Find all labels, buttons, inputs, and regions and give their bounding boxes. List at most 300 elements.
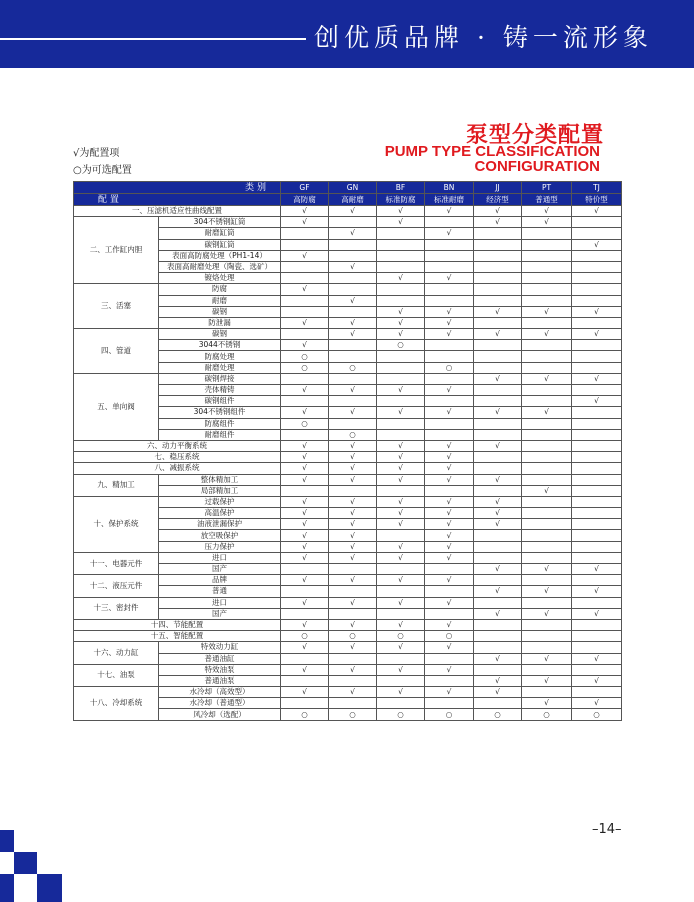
sub-item-label: 进口 bbox=[159, 552, 281, 563]
col-code: GN bbox=[329, 182, 377, 194]
sub-item-label: 防腐 bbox=[159, 284, 281, 295]
sub-item-label: 普通油缸 bbox=[159, 653, 281, 664]
config-mark-cell: √ bbox=[522, 698, 572, 709]
config-mark-cell bbox=[425, 373, 474, 384]
config-mark-cell: √ bbox=[522, 675, 572, 686]
config-mark-cell: ○ bbox=[329, 709, 377, 720]
config-mark-cell bbox=[572, 496, 622, 507]
config-mark-cell bbox=[572, 642, 622, 653]
config-mark-cell bbox=[377, 261, 425, 272]
config-mark-cell: √ bbox=[281, 575, 329, 586]
config-mark-cell bbox=[522, 631, 572, 642]
config-mark-cell bbox=[522, 273, 572, 284]
config-mark-cell bbox=[572, 474, 622, 485]
col-code: TJ bbox=[572, 182, 622, 194]
config-mark-cell bbox=[522, 295, 572, 306]
config-mark-cell: √ bbox=[329, 496, 377, 507]
config-mark-cell bbox=[522, 385, 572, 396]
table-row bbox=[74, 597, 622, 608]
config-mark-cell bbox=[377, 373, 425, 384]
config-mark-cell bbox=[425, 586, 474, 597]
config-mark-cell: √ bbox=[281, 463, 329, 474]
group-label: 三、活塞 bbox=[74, 284, 159, 329]
config-mark-cell: √ bbox=[425, 463, 474, 474]
config-mark-cell: √ bbox=[425, 519, 474, 530]
sub-item-label: 耐磨组件 bbox=[159, 429, 281, 440]
config-mark-cell: √ bbox=[281, 284, 329, 295]
header-slogan: 创优质品牌 · 铸一流形象 bbox=[314, 23, 653, 52]
config-mark-cell bbox=[425, 239, 474, 250]
title-chinese: 泵型分类配置 bbox=[465, 123, 604, 148]
config-mark-cell: √ bbox=[474, 440, 522, 451]
sub-item-label: 防腐组件 bbox=[159, 418, 281, 429]
config-mark-cell: √ bbox=[329, 541, 377, 552]
config-mark-cell bbox=[572, 519, 622, 530]
config-mark-cell bbox=[377, 239, 425, 250]
group-label: 八、减振系统 bbox=[74, 463, 281, 474]
config-mark-cell bbox=[522, 239, 572, 250]
config-mark-cell bbox=[522, 317, 572, 328]
config-mark-cell: ○ bbox=[377, 631, 425, 642]
sub-item-label: 表面高防腐处理（PH1-14） bbox=[159, 250, 281, 261]
table-row bbox=[74, 687, 622, 698]
config-mark-cell: ○ bbox=[281, 362, 329, 373]
config-mark-cell bbox=[474, 317, 522, 328]
group-label: 十、保护系统 bbox=[74, 496, 159, 552]
table-row bbox=[74, 642, 622, 653]
config-mark-cell bbox=[572, 440, 622, 451]
config-mark-cell bbox=[377, 564, 425, 575]
config-mark-cell: √ bbox=[377, 508, 425, 519]
config-mark-cell bbox=[425, 485, 474, 496]
config-mark-cell: √ bbox=[329, 575, 377, 586]
config-mark-cell bbox=[522, 508, 572, 519]
config-mark-cell bbox=[425, 564, 474, 575]
config-mark-cell bbox=[425, 653, 474, 664]
config-mark-cell: √ bbox=[329, 664, 377, 675]
config-mark-cell bbox=[281, 273, 329, 284]
config-mark-cell: √ bbox=[281, 687, 329, 698]
config-mark-cell bbox=[281, 675, 329, 686]
config-mark-cell bbox=[281, 261, 329, 272]
config-mark-cell: √ bbox=[377, 306, 425, 317]
config-mark-cell bbox=[572, 351, 622, 362]
config-mark-cell: √ bbox=[329, 440, 377, 451]
config-mark-cell bbox=[281, 239, 329, 250]
col-name: 高耐磨 bbox=[329, 194, 377, 206]
config-mark-cell: √ bbox=[425, 508, 474, 519]
config-mark-cell: √ bbox=[377, 619, 425, 630]
config-mark-cell: √ bbox=[377, 463, 425, 474]
table-row bbox=[74, 552, 622, 563]
config-mark-cell bbox=[522, 429, 572, 440]
group-label: 十二、液压元件 bbox=[74, 575, 159, 597]
config-mark-cell: √ bbox=[329, 317, 377, 328]
title-english-line1: PUMP TYPE CLASSIFICATION bbox=[384, 143, 600, 160]
config-mark-cell bbox=[329, 418, 377, 429]
config-mark-cell: √ bbox=[329, 642, 377, 653]
config-mark-cell bbox=[474, 239, 522, 250]
config-mark-cell bbox=[281, 373, 329, 384]
config-mark-cell: √ bbox=[474, 519, 522, 530]
config-mark-cell bbox=[425, 295, 474, 306]
legend-configured: √为配置项 bbox=[73, 148, 120, 159]
config-mark-cell: √ bbox=[329, 474, 377, 485]
config-mark-cell bbox=[425, 261, 474, 272]
sub-item-label: 压力保护 bbox=[159, 541, 281, 552]
table-row bbox=[74, 206, 622, 217]
page-number: –14– bbox=[592, 822, 622, 837]
config-mark-cell bbox=[522, 418, 572, 429]
sub-item-label: 304不锈钢组件 bbox=[159, 407, 281, 418]
group-label: 十七、油泵 bbox=[74, 664, 159, 686]
config-mark-cell: √ bbox=[474, 653, 522, 664]
config-mark-cell bbox=[281, 608, 329, 619]
title-english bbox=[300, 144, 600, 174]
group-label: 十一、电器元件 bbox=[74, 552, 159, 574]
config-mark-cell bbox=[572, 530, 622, 541]
config-mark-cell bbox=[329, 273, 377, 284]
config-mark-cell bbox=[522, 250, 572, 261]
config-mark-cell bbox=[522, 575, 572, 586]
sub-item-label: 3044不锈钢 bbox=[159, 340, 281, 351]
table-row bbox=[74, 463, 622, 474]
config-mark-cell: √ bbox=[329, 295, 377, 306]
sub-item-label: 碳钢组件 bbox=[159, 396, 281, 407]
config-mark-cell: √ bbox=[377, 329, 425, 340]
config-mark-cell bbox=[572, 541, 622, 552]
config-mark-cell bbox=[281, 653, 329, 664]
config-mark-cell: √ bbox=[377, 407, 425, 418]
header-config: 配 置 bbox=[74, 194, 281, 206]
config-mark-cell: √ bbox=[329, 452, 377, 463]
config-mark-cell bbox=[281, 228, 329, 239]
config-mark-cell: √ bbox=[572, 306, 622, 317]
config-mark-cell bbox=[281, 295, 329, 306]
config-mark-cell bbox=[329, 250, 377, 261]
config-mark-cell: √ bbox=[281, 474, 329, 485]
sub-item-label: 镀烙处理 bbox=[159, 273, 281, 284]
config-mark-cell: √ bbox=[329, 519, 377, 530]
config-mark-cell: ○ bbox=[329, 362, 377, 373]
config-mark-cell: √ bbox=[474, 373, 522, 384]
config-mark-cell bbox=[281, 698, 329, 709]
config-mark-cell: √ bbox=[281, 519, 329, 530]
config-mark-cell bbox=[522, 474, 572, 485]
config-mark-cell: √ bbox=[425, 552, 474, 563]
config-mark-cell bbox=[329, 675, 377, 686]
config-mark-cell bbox=[329, 698, 377, 709]
config-mark-cell bbox=[425, 675, 474, 686]
sub-item-label: 国产 bbox=[159, 564, 281, 575]
page-header-banner bbox=[0, 0, 694, 68]
config-mark-cell bbox=[329, 217, 377, 228]
config-mark-cell: √ bbox=[425, 619, 474, 630]
config-mark-cell: √ bbox=[522, 608, 572, 619]
config-mark-cell bbox=[377, 396, 425, 407]
config-mark-cell bbox=[522, 642, 572, 653]
config-mark-cell bbox=[329, 239, 377, 250]
config-mark-cell: √ bbox=[425, 306, 474, 317]
config-mark-cell: √ bbox=[572, 608, 622, 619]
config-mark-cell: √ bbox=[522, 206, 572, 217]
config-mark-cell: ○ bbox=[377, 709, 425, 720]
config-mark-cell: √ bbox=[281, 664, 329, 675]
config-mark-cell bbox=[522, 530, 572, 541]
config-mark-cell bbox=[522, 452, 572, 463]
config-mark-cell: √ bbox=[329, 619, 377, 630]
config-mark-cell bbox=[329, 396, 377, 407]
config-mark-cell bbox=[329, 608, 377, 619]
table-row bbox=[74, 474, 622, 485]
config-mark-cell bbox=[281, 396, 329, 407]
sub-item-label: 耐磨缸筒 bbox=[159, 228, 281, 239]
config-mark-cell bbox=[572, 317, 622, 328]
config-mark-cell: √ bbox=[425, 273, 474, 284]
header-category: 类 别 bbox=[74, 182, 281, 194]
config-mark-cell: √ bbox=[377, 317, 425, 328]
group-label: 一、压滤机适应性曲线配置 bbox=[74, 206, 281, 217]
sub-item-label: 特效油泵 bbox=[159, 664, 281, 675]
sub-item-label: 风冷却（选配） bbox=[159, 709, 281, 720]
config-mark-cell: √ bbox=[425, 687, 474, 698]
config-mark-cell bbox=[474, 340, 522, 351]
config-mark-cell: √ bbox=[572, 396, 622, 407]
sub-item-label: 进口 bbox=[159, 597, 281, 608]
config-mark-cell bbox=[474, 351, 522, 362]
corner-square bbox=[14, 852, 37, 874]
sub-item-label: 高温保护 bbox=[159, 508, 281, 519]
col-name: 普通型 bbox=[522, 194, 572, 206]
config-mark-cell bbox=[425, 396, 474, 407]
config-mark-cell: √ bbox=[522, 485, 572, 496]
config-mark-cell bbox=[572, 552, 622, 563]
config-mark-cell bbox=[572, 485, 622, 496]
config-mark-cell: √ bbox=[281, 552, 329, 563]
config-mark-cell: √ bbox=[522, 329, 572, 340]
config-mark-cell bbox=[572, 664, 622, 675]
sub-item-label: 碳钢缸筒 bbox=[159, 239, 281, 250]
col-code: BN bbox=[425, 182, 474, 194]
config-mark-cell: √ bbox=[281, 206, 329, 217]
table-row bbox=[74, 619, 622, 630]
config-mark-cell: √ bbox=[281, 250, 329, 261]
sub-item-label: 碳钢焊接 bbox=[159, 373, 281, 384]
config-mark-cell bbox=[522, 687, 572, 698]
col-code: JJ bbox=[474, 182, 522, 194]
config-mark-cell: √ bbox=[474, 675, 522, 686]
config-mark-cell: √ bbox=[474, 564, 522, 575]
config-mark-cell: √ bbox=[377, 206, 425, 217]
config-mark-cell: √ bbox=[281, 619, 329, 630]
config-mark-cell bbox=[572, 619, 622, 630]
sub-item-label: 碳钢 bbox=[159, 329, 281, 340]
legend-optional: ○为可选配置 bbox=[73, 165, 132, 176]
config-mark-cell bbox=[474, 418, 522, 429]
config-mark-cell bbox=[572, 273, 622, 284]
table-row bbox=[74, 664, 622, 675]
config-mark-cell: √ bbox=[281, 217, 329, 228]
title-english-line2: CONFIGURATION bbox=[474, 158, 600, 175]
config-mark-cell: √ bbox=[522, 564, 572, 575]
config-mark-cell bbox=[329, 586, 377, 597]
group-label: 五、单向阀 bbox=[74, 373, 159, 440]
config-mark-cell: √ bbox=[377, 664, 425, 675]
config-mark-cell: √ bbox=[329, 597, 377, 608]
config-mark-cell: √ bbox=[425, 530, 474, 541]
config-mark-cell bbox=[474, 429, 522, 440]
config-mark-cell bbox=[474, 273, 522, 284]
config-mark-cell bbox=[572, 463, 622, 474]
config-mark-cell bbox=[474, 385, 522, 396]
col-name: 高防腐 bbox=[281, 194, 329, 206]
config-mark-cell bbox=[522, 496, 572, 507]
header-rule bbox=[0, 38, 306, 40]
config-mark-cell bbox=[572, 631, 622, 642]
config-mark-cell bbox=[377, 418, 425, 429]
config-mark-cell: √ bbox=[474, 407, 522, 418]
config-mark-cell: ○ bbox=[281, 631, 329, 642]
corner-square bbox=[0, 874, 14, 902]
config-mark-cell bbox=[572, 250, 622, 261]
config-mark-cell: √ bbox=[377, 474, 425, 485]
sub-item-label: 防腐处理 bbox=[159, 351, 281, 362]
config-mark-cell bbox=[474, 619, 522, 630]
sub-item-label: 放空吸保护 bbox=[159, 530, 281, 541]
config-mark-cell: ○ bbox=[474, 709, 522, 720]
config-mark-cell: √ bbox=[425, 597, 474, 608]
config-mark-cell bbox=[474, 631, 522, 642]
group-label: 十三、密封件 bbox=[74, 597, 159, 619]
config-mark-cell: √ bbox=[522, 586, 572, 597]
config-mark-cell bbox=[522, 396, 572, 407]
table-body bbox=[74, 206, 622, 721]
config-mark-cell bbox=[425, 217, 474, 228]
config-mark-cell: √ bbox=[329, 552, 377, 563]
config-mark-cell bbox=[572, 284, 622, 295]
config-mark-cell bbox=[572, 340, 622, 351]
config-mark-cell bbox=[329, 373, 377, 384]
config-mark-cell: √ bbox=[377, 519, 425, 530]
config-mark-cell bbox=[522, 541, 572, 552]
group-label: 四、管道 bbox=[74, 329, 159, 374]
config-mark-cell bbox=[572, 429, 622, 440]
config-mark-cell bbox=[572, 597, 622, 608]
config-mark-cell bbox=[377, 250, 425, 261]
config-mark-cell: √ bbox=[425, 575, 474, 586]
config-mark-cell bbox=[377, 362, 425, 373]
config-mark-cell bbox=[425, 351, 474, 362]
config-mark-cell: √ bbox=[572, 206, 622, 217]
config-mark-cell: √ bbox=[425, 642, 474, 653]
sub-item-label: 壳体精铸 bbox=[159, 385, 281, 396]
config-mark-cell: √ bbox=[281, 317, 329, 328]
config-mark-cell bbox=[474, 228, 522, 239]
group-label: 九、精加工 bbox=[74, 474, 159, 496]
config-mark-cell: √ bbox=[425, 452, 474, 463]
config-mark-cell: √ bbox=[377, 496, 425, 507]
sub-item-label: 特效动力缸 bbox=[159, 642, 281, 653]
config-mark-cell: ○ bbox=[377, 340, 425, 351]
config-mark-cell bbox=[522, 440, 572, 451]
config-mark-cell: √ bbox=[377, 642, 425, 653]
config-mark-cell: √ bbox=[377, 385, 425, 396]
config-mark-cell: ○ bbox=[281, 351, 329, 362]
config-mark-cell: √ bbox=[474, 586, 522, 597]
sub-item-label: 水冷却（普通型） bbox=[159, 698, 281, 709]
config-mark-cell: √ bbox=[329, 261, 377, 272]
group-label: 十八、冷却系统 bbox=[74, 687, 159, 721]
config-mark-cell: √ bbox=[474, 687, 522, 698]
config-mark-cell: ○ bbox=[425, 631, 474, 642]
config-mark-cell bbox=[522, 597, 572, 608]
config-mark-cell: √ bbox=[474, 329, 522, 340]
config-mark-cell bbox=[522, 362, 572, 373]
config-mark-cell bbox=[474, 664, 522, 675]
config-mark-cell: √ bbox=[377, 217, 425, 228]
sub-item-label: 国产 bbox=[159, 608, 281, 619]
config-mark-cell bbox=[522, 463, 572, 474]
config-mark-cell bbox=[474, 284, 522, 295]
config-mark-cell bbox=[377, 228, 425, 239]
col-code: GF bbox=[281, 182, 329, 194]
config-mark-cell bbox=[281, 429, 329, 440]
config-mark-cell: √ bbox=[329, 530, 377, 541]
table-row bbox=[74, 631, 622, 642]
config-mark-cell bbox=[281, 485, 329, 496]
config-mark-cell bbox=[377, 608, 425, 619]
config-mark-cell: ○ bbox=[425, 362, 474, 373]
group-label: 七、稳压系统 bbox=[74, 452, 281, 463]
config-mark-cell: √ bbox=[425, 474, 474, 485]
config-mark-cell: √ bbox=[377, 440, 425, 451]
config-mark-cell bbox=[425, 284, 474, 295]
table-row bbox=[74, 452, 622, 463]
config-mark-cell bbox=[329, 351, 377, 362]
sub-item-label: 防泄漏 bbox=[159, 317, 281, 328]
config-mark-cell bbox=[572, 228, 622, 239]
config-mark-cell bbox=[572, 452, 622, 463]
config-mark-cell bbox=[281, 586, 329, 597]
config-mark-cell bbox=[572, 407, 622, 418]
col-name: 标准耐磨 bbox=[425, 194, 474, 206]
table-row bbox=[74, 284, 622, 295]
config-mark-cell bbox=[474, 463, 522, 474]
config-mark-cell: √ bbox=[474, 206, 522, 217]
sub-item-label: 表面高耐磨处理（陶瓷、选矿） bbox=[159, 261, 281, 272]
config-mark-cell: √ bbox=[425, 407, 474, 418]
sub-item-label: 品牌 bbox=[159, 575, 281, 586]
config-mark-cell: √ bbox=[329, 463, 377, 474]
col-code: PT bbox=[522, 182, 572, 194]
config-mark-cell bbox=[329, 340, 377, 351]
config-mark-cell bbox=[522, 340, 572, 351]
config-mark-cell: √ bbox=[522, 407, 572, 418]
config-mark-cell: √ bbox=[425, 440, 474, 451]
config-mark-cell bbox=[377, 530, 425, 541]
config-mark-cell bbox=[572, 217, 622, 228]
config-mark-cell: √ bbox=[572, 373, 622, 384]
config-mark-cell bbox=[474, 698, 522, 709]
config-mark-cell bbox=[572, 261, 622, 272]
sub-item-label: 过载保护 bbox=[159, 496, 281, 507]
config-mark-cell: √ bbox=[377, 597, 425, 608]
group-label: 十五、智能配置 bbox=[74, 631, 281, 642]
config-mark-cell: √ bbox=[425, 317, 474, 328]
config-mark-cell: √ bbox=[522, 653, 572, 664]
config-mark-cell bbox=[522, 284, 572, 295]
config-mark-cell bbox=[572, 295, 622, 306]
